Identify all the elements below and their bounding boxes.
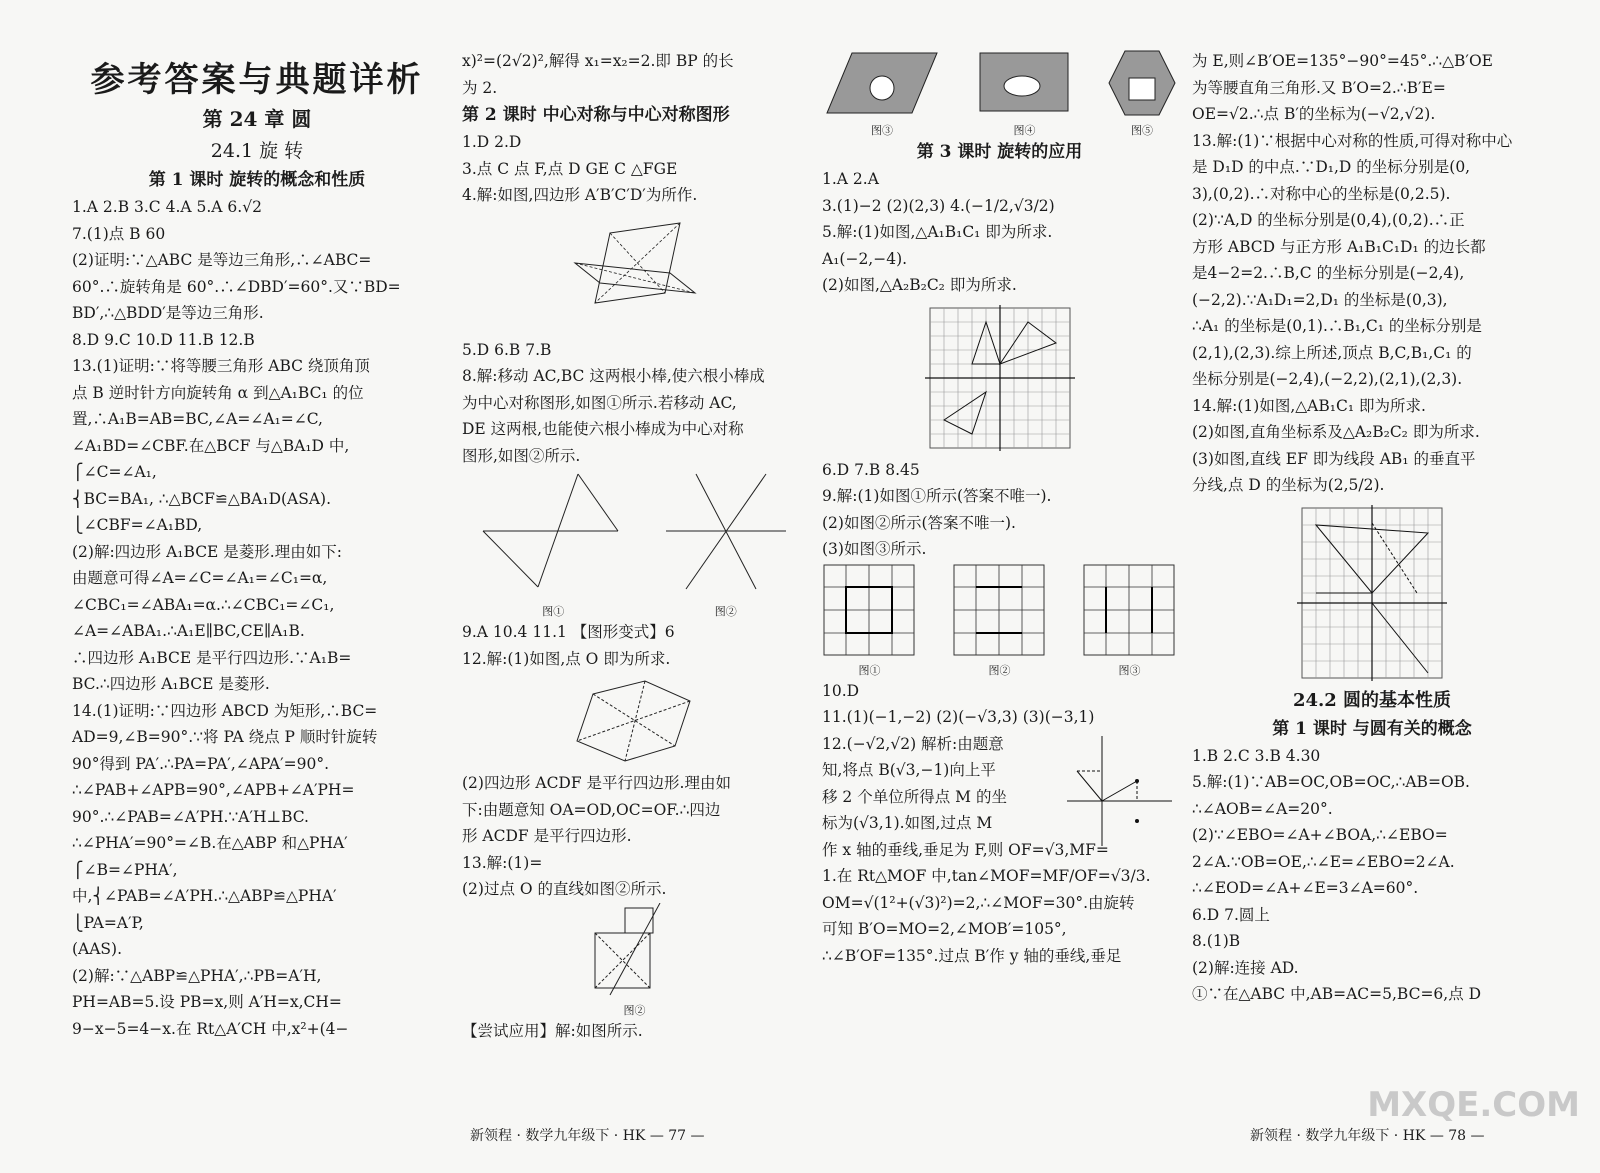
- answer-line: 为中心对称图形,如图①所示.若移动 AC,: [462, 393, 737, 412]
- sticks-figure-2-drawing: [661, 469, 791, 599]
- grid-figure-2-drawing: [952, 563, 1047, 658]
- answer-line: 13.解:(1)=: [462, 853, 543, 872]
- column-1: [72, 0, 442, 1042]
- answer-line: 5.D 6.B 7.B: [462, 340, 552, 359]
- answer-line: 90°得到 PA′.∴PA=PA′,∠APA′=90°.: [72, 754, 330, 773]
- answer-line: (2)过点 O 的直线如图②所示.: [462, 880, 667, 898]
- answer-line: 14.(1)证明:∵四边形 ABCD 为矩形,∴BC=: [72, 701, 378, 720]
- answer-line: 点 B 逆时针方向旋转角 α 到△A₁BC₁ 的位: [72, 383, 364, 402]
- answer-line: 9.解:(1)如图①所示(答案不唯一).: [822, 487, 1052, 505]
- answer-line: 3),(0,2).∴对称中心的坐标是(0,2.5).: [1192, 184, 1451, 203]
- answer-line: 3.(1)−2 (2)(2,3) 4.(−1/2,√3/2): [822, 196, 1055, 215]
- answer-line: 知,将点 B(√3,−1)向上平: [822, 761, 996, 779]
- answer-line: 12.(−√2,√2) 解析:由题意: [822, 734, 1004, 753]
- answer-line: ∴A₁ 的坐标是(0,1).∴B₁,C₁ 的坐标分别是: [1192, 317, 1482, 335]
- footer-right: 新领程 · 数学九年级下 · HK — 78 —: [1250, 1128, 1485, 1144]
- figure-3-drawing: [822, 48, 942, 118]
- answer-line: 8.(1)B: [1192, 932, 1241, 950]
- figure-5-drawing: [1107, 48, 1177, 118]
- answer-line: ∴∠PAB+∠APB=90°,∠APB+∠A′PH=: [72, 781, 355, 799]
- answer-line: 2∠A.∵OB=OE,∴∠E=∠EBO=2∠A.: [1192, 852, 1455, 871]
- answer-line: 置,∴A₁B=AB=BC,∠A=∠A₁=∠C,: [72, 410, 323, 428]
- answer-line: 1.B 2.C 3.B 4.30: [1192, 746, 1321, 765]
- answer-line: 为 2.: [462, 78, 498, 97]
- page-title: 参考答案与典题详析: [90, 60, 424, 100]
- answer-line: (2)如图,△A₂B₂C₂ 即为所求.: [822, 276, 1017, 294]
- answer-line: 移 2 个单位所得点 M 的坐: [822, 787, 1007, 806]
- answer-line: OE=√2.∴点 B′的坐标为(−√2,√2).: [1192, 105, 1436, 123]
- squares-line-figure: [462, 903, 807, 1018]
- column-2: [462, 48, 807, 1044]
- answer-line: 中,⎨∠PAB=∠A′PH.∴△ABP≌△PHA′: [72, 887, 337, 905]
- answer-line: 7.(1)点 B 60: [72, 224, 166, 243]
- figure-caption: 图③: [1118, 663, 1141, 677]
- answer-line: (2)如图,直角坐标系及△A₂B₂C₂ 即为所求.: [1192, 423, 1480, 441]
- figure-4: [977, 48, 1072, 138]
- squares-line-drawing: [590, 903, 680, 998]
- figure-caption: 图②: [623, 1003, 646, 1017]
- sticks-figures: [462, 469, 807, 619]
- grid-figures-row: [822, 563, 1177, 678]
- grid-figure-3: [1082, 563, 1177, 678]
- answer-line: 8.D 9.C 10.D 11.B 12.B: [72, 330, 255, 349]
- answer-line: 为等腰直角三角形.又 B′O=2.∴B′E=: [1192, 78, 1446, 97]
- answer-line: 图形,如图②所示.: [462, 446, 581, 465]
- hexagon-center-figure: [565, 676, 705, 766]
- answer-line: 13.解:(1)∵根据中心对称的性质,可得对称中心: [1192, 131, 1513, 150]
- answer-line: 6.D 7.B 8.45: [822, 460, 920, 479]
- grid-figure-1-drawing: [822, 563, 917, 658]
- answer-line: (−2,2).∵A₁D₁=2,D₁ 的坐标是(0,3),: [1192, 290, 1448, 309]
- answer-line: 坐标分别是(−2,4),(−2,2),(2,1),(2,3).: [1192, 370, 1463, 388]
- answer-line: PH=AB=5.设 PB=x,则 A′H=x,CH=: [72, 993, 342, 1011]
- answer-line: ∠CBC₁=∠ABA₁=α.∴∠CBC₁=∠C₁,: [72, 595, 335, 614]
- figure-caption: 图③: [871, 124, 893, 137]
- answer-line: ⎩PA=A′P,: [72, 913, 144, 932]
- lesson-heading: 第 3 课时 旋转的应用: [916, 142, 1083, 162]
- lesson-heading: 第 2 课时 中心对称与中心对称图形: [462, 105, 730, 125]
- figure-3: [822, 48, 942, 138]
- answer-line: 5.解:(1)∵AB=OC,OB=OC,∴AB=OB.: [1192, 773, 1470, 791]
- grid-figure-2: [952, 563, 1047, 678]
- sticks-figure-1: [478, 469, 628, 619]
- figure-caption: 图④: [1013, 124, 1036, 137]
- answer-line: 形 ACDF 是平行四边形.: [462, 827, 632, 845]
- answer-line: 9−x−5=4−x.在 Rt△A′CH 中,x²+(4−: [72, 1019, 349, 1038]
- answer-line: 60°.∴旋转角是 60°.∴∠DBD′=60°.又∵BD=: [72, 277, 401, 296]
- answer-line: 11.(1)(−1,−2) (2)(−√3,3) (3)(−3,1): [822, 708, 1095, 726]
- answer-line: 分线,点 D 的坐标为(2,5/2).: [1192, 476, 1385, 494]
- answer-line: ⎩∠CBF=∠A₁BD,: [72, 516, 203, 534]
- answer-line: 4.解:如图,四边形 A′B′C′D′为所作.: [462, 186, 698, 204]
- answer-line: ∴∠B′OF=135°.过点 B′作 y 轴的垂线,垂足: [822, 946, 1122, 965]
- watermark: MXQE.COM: [1367, 1085, 1580, 1125]
- lesson-heading: 第 1 课时 与圆有关的概念: [1272, 718, 1472, 739]
- answer-line: ∴∠PHA′=90°=∠B.在△ABP 和△PHA′: [72, 834, 348, 852]
- answer-line: (2)解:∵△ABP≌△PHA′,∴PB=A′H,: [72, 966, 322, 985]
- answer-line: (2,1),(2,3).综上所述,顶点 B,C,B₁,C₁ 的: [1192, 343, 1472, 362]
- answer-line: 13.(1)证明:∵将等腰三角形 ABC 绕顶角顶: [72, 357, 370, 375]
- answer-line: (3)如图③所示.: [822, 540, 927, 558]
- answer-line: (2)解:连接 AD.: [1192, 958, 1299, 977]
- answer-line: 6.D 7.圆上: [1192, 905, 1270, 924]
- answer-line: 标为(√3,1).如图,过点 M: [822, 814, 993, 832]
- answer-line: (2)∵∠EBO=∠A+∠BOA,∴∠EBO=: [1192, 826, 1448, 844]
- answer-line: BC.∴四边形 A₁BCE 是菱形.: [72, 675, 270, 693]
- figure-caption: 图②: [988, 663, 1011, 677]
- figure-caption: 图②: [714, 605, 737, 618]
- answer-line: 3.点 C 点 F,点 D GE C △FGE: [462, 159, 678, 178]
- figure-caption: 图①: [542, 605, 565, 618]
- column-4: [1192, 48, 1552, 1008]
- answer-line: (2)证明:∵△ABC 是等边三角形,∴∠ABC=: [72, 251, 372, 269]
- answer-line: (3)如图,直线 EF 即为线段 AB₁ 的垂直平: [1192, 449, 1476, 468]
- rotation-figures-row: [822, 48, 1177, 138]
- q12-coordinate-figure: [1062, 731, 1177, 851]
- answer-line: (2)四边形 ACDF 是平行四边形.理由如: [462, 774, 731, 792]
- parallelogram-rotation-figure: [560, 213, 710, 333]
- answer-line: ∠A=∠ABA₁.∴A₁E∥BC,CE∥A₁B.: [72, 622, 305, 640]
- answer-line: 1.A 2.A: [822, 170, 879, 188]
- lesson-heading: 第 1 课时 旋转的概念和性质: [148, 170, 366, 190]
- answer-line: 是 D₁D 的中点.∵D₁,D 的坐标分别是(0,: [1192, 158, 1471, 176]
- answer-line: 作 x 轴的垂线,垂足为 F,则 OF=√3,MF=: [822, 840, 1109, 859]
- answer-line: (2)解:四边形 A₁BCE 是菱形.理由如下:: [72, 542, 342, 561]
- section-heading: 24.1 旋 转: [210, 140, 304, 162]
- answer-line: 1.D 2.D: [462, 133, 522, 151]
- answer-line: ∴∠EOD=∠A+∠E=3∠A=60°.: [1192, 879, 1419, 897]
- answer-line: ∴∠AOB=∠A=20°.: [1192, 799, 1333, 818]
- answer-line: OM=√(1²+(√3)²)=2,∴∠MOF=30°.由旋转: [822, 893, 1135, 912]
- answer-line: 【尝试应用】解:如图所示.: [462, 1021, 643, 1040]
- answer-line: 12.解:(1)如图,点 O 即为所求.: [462, 649, 671, 668]
- figure-caption: 图①: [858, 663, 881, 677]
- figure-5: [1107, 48, 1177, 138]
- answer-line: DE 这两根,也能使六根小棒成为中心对称: [462, 420, 744, 438]
- answer-line: 90°.∴∠PAB=∠A′PH.∵A′H⊥BC.: [72, 807, 309, 826]
- answer-line: 是4−2=2.∴B,C 的坐标分别是(−2,4),: [1192, 264, 1465, 282]
- answer-line: x)²=(2√2)²,解得 x₁=x₂=2.即 BP 的长: [462, 52, 734, 70]
- answer-line: 可知 B′O=MO=2,∠MOB′=105°,: [822, 920, 1067, 938]
- answer-line: 9.A 10.4 11.1 【图形变式】6: [462, 623, 675, 641]
- grid-figure-3-drawing: [1082, 563, 1177, 658]
- sticks-figure-2: [661, 469, 791, 619]
- answer-line: 10.D: [822, 681, 860, 700]
- grid-figure-1: [822, 563, 917, 678]
- answer-line: 1.在 Rt△MOF 中,tan∠MOF=MF/OF=√3/3.: [822, 867, 1151, 885]
- answer-line: 5.解:(1)如图,△A₁B₁C₁ 即为所求.: [822, 223, 1053, 241]
- answer-line: ①∵在△ABC 中,AB=AC=5,BC=6,点 D: [1192, 985, 1482, 1003]
- answer-line: (2)∵A,D 的坐标分别是(0,4),(0,2).∴正: [1192, 211, 1465, 229]
- answer-line: 1.A 2.B 3.C 4.A 5.A 6.√2: [72, 198, 262, 216]
- answer-line: BD′,∴△BDD′是等边三角形.: [72, 304, 264, 322]
- answer-line: 为 E,则∠B′OE=135°−90°=45°.∴△B′OE: [1192, 52, 1493, 70]
- answer-line: ⎧∠C=∠A₁,: [72, 463, 157, 481]
- chapter-heading: 第 24 章 圆: [202, 107, 312, 131]
- answer-line: ∴四边形 A₁BCE 是平行四边形.∵A₁B=: [72, 648, 352, 667]
- sticks-figure-1-drawing: [478, 469, 628, 599]
- answer-line: 14.解:(1)如图,△AB₁C₁ 即为所求.: [1192, 396, 1426, 415]
- answer-line: AD=9,∠B=90°.∵将 PA 绕点 P 顺时针旋转: [72, 728, 378, 746]
- answer-line: (2)如图②所示(答案不唯一).: [822, 513, 1016, 532]
- answer-line: ∠A₁BD=∠CBF.在△BCF 与△BA₁D 中,: [72, 436, 350, 455]
- column-3: [822, 48, 1177, 969]
- section-heading: 24.2 圆的基本性质: [1292, 689, 1452, 711]
- answer-line: 方形 ABCD 与正方形 A₁B₁C₁D₁ 的边长都: [1192, 237, 1486, 256]
- q12-block: [822, 731, 1177, 970]
- figure-4-drawing: [977, 48, 1072, 118]
- answer-line: ⎧∠B=∠PHA′,: [72, 860, 178, 879]
- footer-left: 新领程 · 数学九年级下 · HK — 77 —: [470, 1128, 705, 1144]
- answer-lines: [72, 194, 442, 1042]
- coordinate-grid-figure: [920, 303, 1080, 453]
- figure-caption: 图⑤: [1131, 124, 1153, 137]
- answer-line: 8.解:移动 AC,BC 这两根小棒,使六根小棒成: [462, 367, 765, 385]
- q14-grid-figure: [1292, 503, 1452, 683]
- answer-line: (AAS).: [72, 940, 123, 958]
- answer-line: ⎨BC=BA₁, ∴△BCF≌△BA₁D(ASA).: [72, 489, 332, 508]
- answer-line: 由题意可得∠A=∠C=∠A₁=∠C₁=α,: [72, 569, 328, 587]
- answer-line: A₁(−2,−4).: [822, 249, 908, 268]
- answer-line: 下:由题意知 OA=OD,OC=OF.∴四边: [462, 800, 721, 819]
